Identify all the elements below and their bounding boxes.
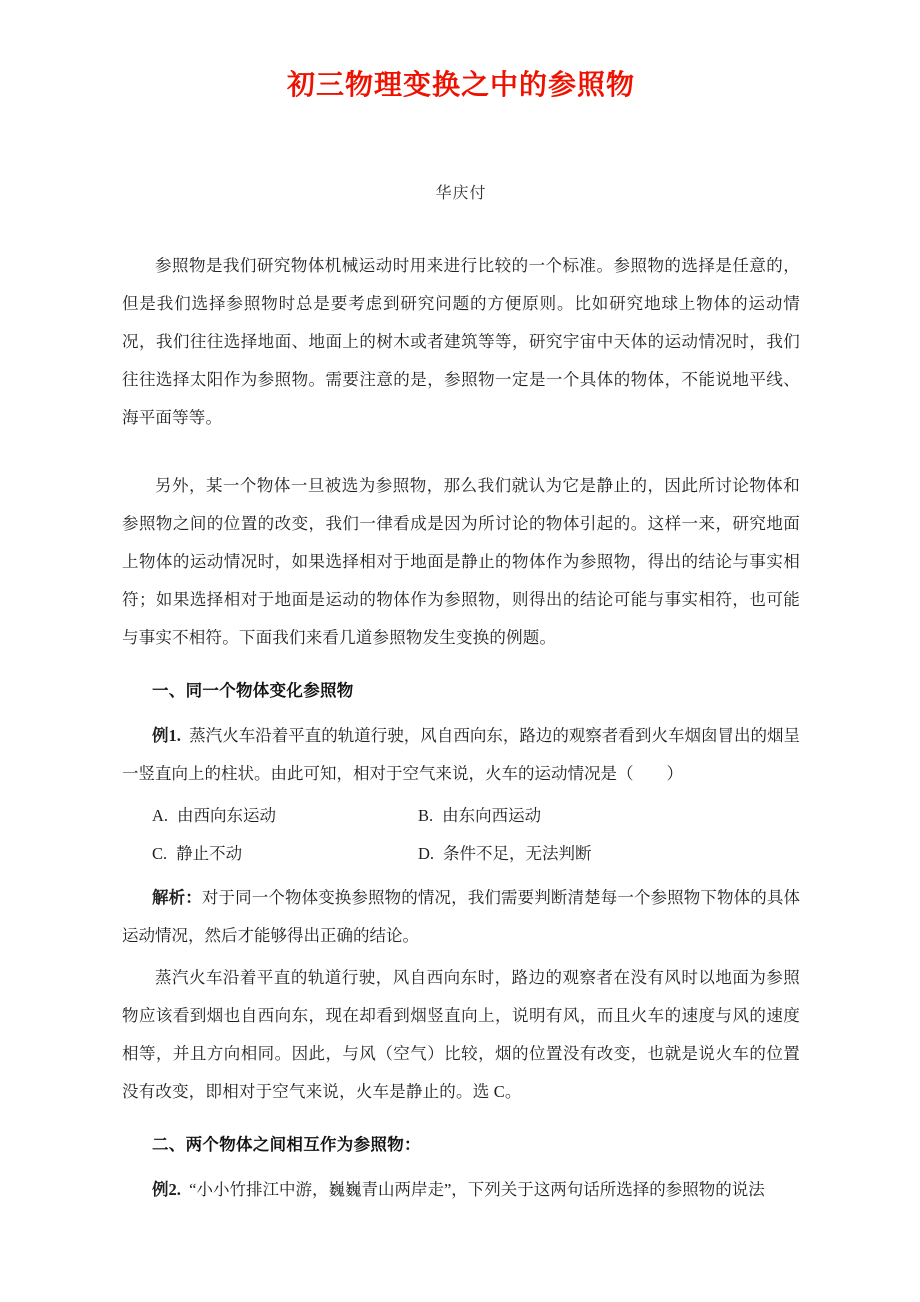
example-1-number: 1. [168, 725, 181, 745]
author-byline: 华庆付 [435, 184, 487, 202]
option-row [122, 797, 800, 835]
analysis-text: 对于同一个物体变换参照物的情况，我们需要判断清楚每一个参照物下物体的具体运动情况，然后才能够得出正确的结论。 [122, 887, 801, 945]
example-1 [122, 717, 800, 793]
intro-paragraph-1: 参照物是我们研究物体机械运动时用来进行比较的一个标准。参照物的选择是任意的，但是我们选择参照物时总是要考虑到研究问题的方便原则。比如研究地球上物体的运动情况，我们往往选择地面、地面上的树木或者建筑等等，研究宇宙中天体的运动情况时，我们往往选择太阳作为参照物。需要注意的是，参照物一定是一个具体的物体，不能说地平线、海平面等等。 [122, 255, 800, 427]
option-a-text: 由西向东运动 [177, 805, 277, 825]
option-c-key: C. [152, 843, 168, 863]
example-2 [122, 1171, 800, 1209]
option-b-key: B. [418, 805, 434, 825]
document-content [122, 0, 800, 1209]
example-1-explanation: 蒸汽火车沿着平直的轨道行驶，风自西向东时，路边的观察者在没有风时以地面为参照物应该看到烟也自西向东，现在却看到烟竖直向上，说明有风，而且火车的速度与风的速度相等，并且方向相同。因此，与风（空气）比较，烟的位置没有改变，也就是说火车的位置没有改变，即相对于空气来说，火车是静止的。选 C。 [122, 967, 800, 1101]
option-c[interactable] [152, 835, 418, 873]
option-d[interactable] [418, 835, 684, 873]
option-d-text: 条件不足，无法判断 [443, 843, 592, 863]
example-2-number: 2. [168, 1179, 181, 1199]
example-1-options [122, 797, 800, 873]
section-heading-2: 二、两个物体之间相互作为参照物： [152, 1135, 421, 1154]
option-row [122, 835, 800, 873]
option-c-text: 静止不动 [176, 843, 243, 863]
option-b[interactable] [418, 797, 684, 835]
option-a[interactable] [152, 797, 418, 835]
analysis-label: 解析： [152, 888, 202, 907]
intro-paragraph-2: 另外，某一个物体一旦被选为参照物，那么我们就认为它是静止的，因此所讨论物体和参照物之间的位置的改变，我们一律看成是因为所讨论的物体引起的。这样一来，研究地面上物体的运动情况时，如果选择相对于地面是静止的物体作为参照物，得出的结论与事实相符；如果选择相对于地面是运动的物体作为参照物，则得出的结论可能与事实相符，也可能与事实不相符。下面我们来看几道参照物发生变换的例题。 [122, 475, 800, 647]
example-1-text: 蒸汽火车沿着平直的轨道行驶，风自西向东，路边的观察者看到火车烟囱冒出的烟呈一竖直向上的柱状。由此可知，相对于空气来说，火车的运动情况是（ ） [122, 725, 801, 783]
example-2-label: 例 [152, 1180, 169, 1199]
option-d-key: D. [418, 843, 435, 863]
option-b-text: 由东向西运动 [442, 805, 542, 825]
section-heading-1: 一、同一个物体变化参照物 [152, 681, 354, 700]
example-1-label: 例 [152, 726, 169, 745]
page-title: 初三物理变换之中的参照物 [286, 69, 635, 100]
example-1-analysis [122, 879, 800, 955]
example-2-text: “小小竹排江中游，巍巍青山两岸走”，下列关于这两句话所选择的参照物的说法 [189, 1179, 765, 1199]
option-a-key: A. [152, 805, 169, 825]
